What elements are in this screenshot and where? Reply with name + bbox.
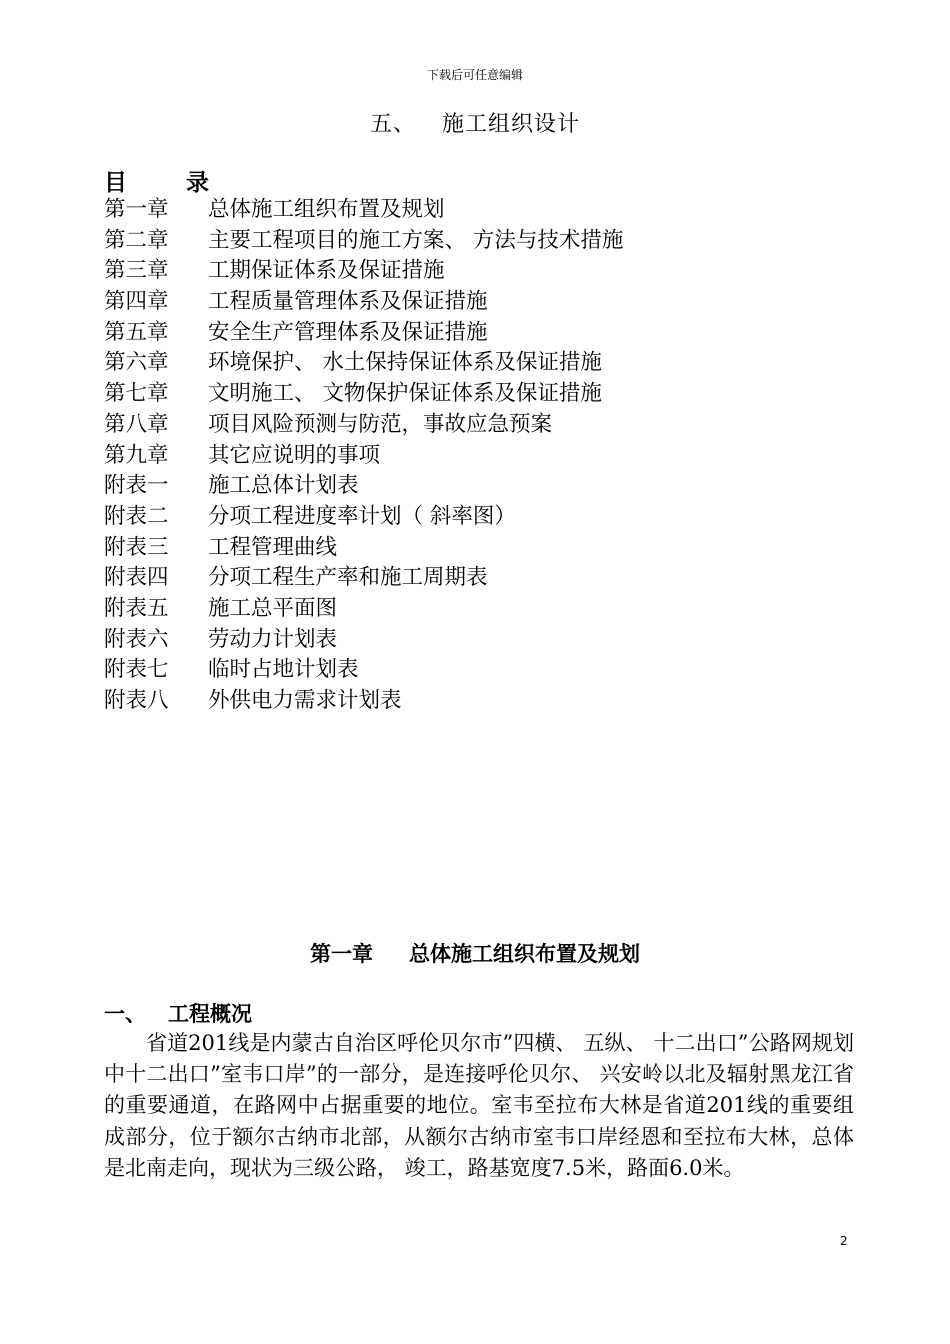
toc-heading-char-1: 目 [104, 170, 127, 196]
toc-heading [104, 164, 209, 197]
toc-item [104, 655, 623, 686]
toc-item-text: 主要工程项目的施工方案、 方法与技术措施 [208, 227, 624, 253]
chapter-label: 第一章 [310, 942, 373, 966]
toc-item-label: 第七章 [104, 381, 169, 407]
document-title-number: 五、 [369, 112, 416, 137]
toc-item [104, 441, 623, 472]
toc-item-label: 附表五 [104, 595, 169, 621]
toc-item [104, 686, 623, 717]
toc-item-label: 第二章 [104, 227, 169, 253]
toc-item-label: 附表一 [104, 473, 169, 499]
toc-item [104, 502, 623, 533]
toc-item [104, 594, 623, 625]
toc-item [104, 379, 623, 410]
toc-item [104, 287, 623, 318]
toc-item-label: 第九章 [104, 442, 169, 468]
document-title-text: 施工组织设计 [442, 112, 581, 137]
toc-item-label: 第三章 [104, 258, 169, 284]
toc-item [104, 563, 623, 594]
toc-item-label: 附表三 [104, 534, 169, 560]
toc-heading-char-2: 录 [186, 170, 209, 196]
chapter-title [0, 938, 950, 968]
toc-item [104, 195, 623, 226]
table-of-contents [104, 195, 623, 717]
toc-item [104, 410, 623, 441]
section-number: 一、 [104, 1002, 146, 1026]
section-title [104, 998, 252, 1028]
toc-item-label: 附表二 [104, 503, 169, 529]
toc-item-text: 其它应说明的事项 [208, 442, 381, 468]
toc-item-text: 工期保证体系及保证措施 [208, 258, 445, 284]
toc-item-text: 安全生产管理体系及保证措施 [208, 319, 488, 345]
toc-item [104, 625, 623, 656]
toc-item [104, 471, 623, 502]
body-paragraph: 省道201线是内蒙古自治区呼伦贝尔市”四横、 五纵、 十二出口”公路网规划中十二出口”室韦口岸”的一部分，是连接呼伦贝尔、 兴安岭以北及辐射黑龙江省的重要通道，在路网中占据重要的地位。室韦至拉布大林是省道201线的重要组成部分，位于额尔古纳市北部，从额尔古纳市室韦口岸经恩和至拉布大林，总体是北南走向，现状为三级公路， 竣工，路基宽度7.5米，路面6.0米。 [104, 1031, 854, 1180]
toc-item-text: 施工总体计划表 [208, 473, 359, 499]
toc-item-label: 第六章 [104, 350, 169, 376]
toc-item [104, 348, 623, 379]
chapter-name: 总体施工组织布置及规划 [409, 942, 640, 966]
toc-item-text: 施工总平面图 [208, 595, 338, 621]
toc-item-label: 附表八 [104, 688, 169, 713]
toc-item-label: 第四章 [104, 289, 169, 315]
toc-item-text: 临时占地计划表 [208, 657, 359, 683]
toc-item-label: 第五章 [104, 319, 169, 345]
toc-item-label: 第八章 [104, 411, 169, 437]
toc-item-label: 附表六 [104, 626, 169, 652]
toc-item [104, 256, 623, 287]
document-title [0, 107, 950, 138]
toc-item-text: 分项工程生产率和施工周期表 [208, 565, 488, 591]
toc-item-text: 工程质量管理体系及保证措施 [208, 289, 488, 315]
toc-item-text: 环境保护、 水土保持保证体系及保证措施 [208, 350, 602, 376]
toc-item-text: 外供电力需求计划表 [208, 688, 402, 713]
toc-item-label: 附表四 [104, 565, 169, 591]
toc-item-text: 文明施工、 文物保护保证体系及保证措施 [208, 381, 602, 407]
toc-item [104, 533, 623, 564]
toc-item-text: 工程管理曲线 [208, 534, 338, 560]
page-number: 2 [840, 1234, 848, 1248]
toc-item-text: 劳动力计划表 [208, 626, 338, 652]
toc-item-text: 分项工程进度率计划（ 斜率图） [208, 503, 516, 529]
toc-item-text: 总体施工组织布置及规划 [208, 197, 445, 222]
toc-item [104, 226, 623, 257]
toc-item-text: 项目风险预测与防范，事故应急预案 [208, 411, 553, 437]
section-name: 工程概况 [168, 1002, 252, 1026]
toc-item-label: 第一章 [104, 197, 169, 222]
header-note: 下载后可任意编辑 [426, 68, 523, 82]
toc-item-label: 附表七 [104, 657, 169, 683]
toc-item [104, 318, 623, 349]
